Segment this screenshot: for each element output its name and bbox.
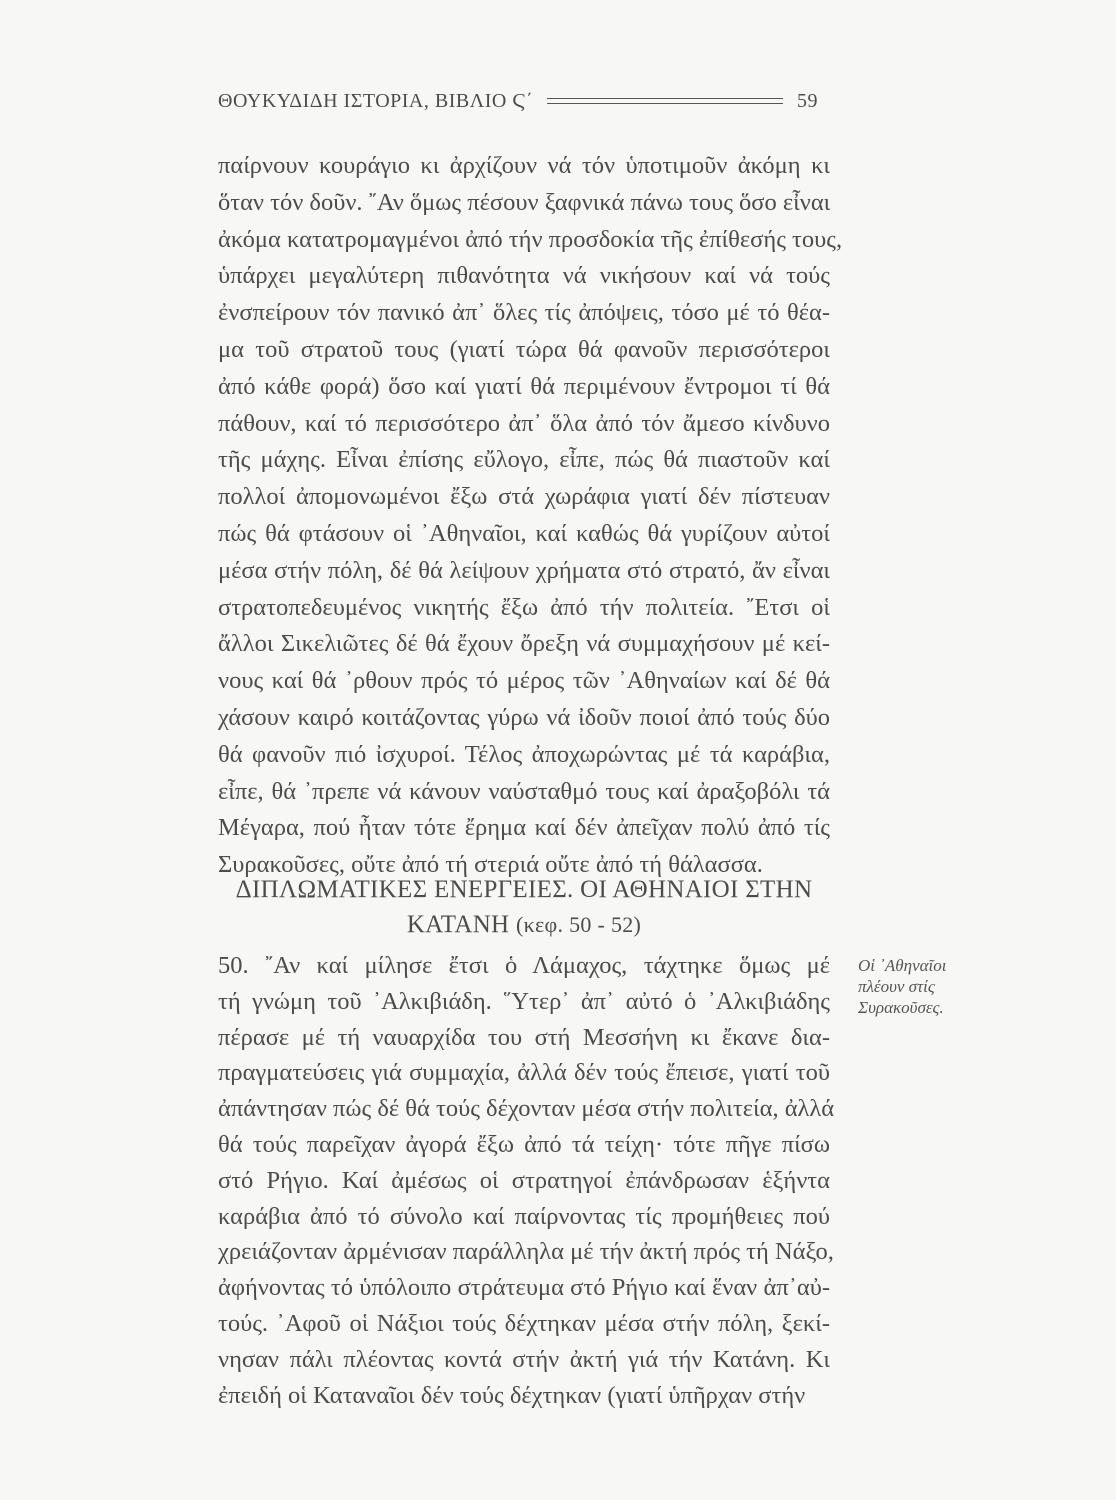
text-line: νησαν πάλι πλέοντας κοντά στήν ἀκτή γιά τήν Κατάνη. Κι: [218, 1345, 830, 1373]
text-line: πώς θά φτάσουν οἱ ᾿Αθηναῖοι, καί καθώς θά γυρίζουν αὐτοί: [218, 519, 830, 547]
text-line: ὅταν τόν δοῦν. ῎Αν ὅμως πέσουν ξαφνικά πάνω τους ὅσο εἶναι: [218, 188, 831, 216]
text-line: νους καί θά ᾿ρθουν πρός τό μέρος τῶν ᾿Αθηναίων καί δέ θά: [218, 667, 830, 695]
text-line: ἐπειδή οἱ Καταναῖοι δέν τούς δέχτηκαν (γιατί ὑπῆρχαν στήν: [218, 1381, 806, 1409]
text-line: ὑπάρχει μεγαλύτερη πιθανότητα νά νικήσουν καί νά τούς: [218, 262, 830, 290]
text-line: πραγματεύσεις γιά συμμαχία, ἀλλά δέν τούς ἔπεισε, γιατί τοῦ: [218, 1059, 830, 1087]
margin-note-line: Οἱ ᾿Αθηναῖοι: [858, 956, 947, 975]
text-line: ἄλλοι Σικελιῶτες δέ θά ἔχουν ὄρεξη νά συμμαχήσουν μέ κεί-: [218, 630, 830, 658]
section-heading-line-1: ΔΙΠΛΩΜΑΤΙΚΕΣ ΕΝΕΡΓΕΙΕΣ. ΟΙ ΑΘΗΝΑΙΟΙ ΣΤΗΝ: [235, 876, 813, 903]
paragraph-2: [218, 948, 835, 1413]
text-line: ἀκόμα κατατρομαγμένοι ἀπό τήν προσδοκία τῆς ἐπίθεσής τους,: [218, 225, 843, 253]
chapter-reference: (κεφ. 50 - 52): [515, 912, 642, 937]
text-line: χρειάζονταν ἀρμένισαν παράλληλα μέ τήν ἀκτή πρός τή Νάξο,: [218, 1238, 834, 1266]
running-head: [218, 86, 818, 116]
paragraph-1: [218, 148, 843, 884]
text-line: πάθουν, καί τό περισσότερο ἀπ᾿ ὅλα ἀπό τόν ἄμεσο κίνδυνο: [218, 409, 830, 437]
text-line: παίρνουν κουράγιο κι ἀρχίζουν νά τόν ὑποτιμοῦν ἀκόμη κι: [218, 152, 830, 179]
section-heading: [218, 872, 830, 942]
section-heading-title: ΚΑΤΑΝΗ: [406, 911, 510, 938]
section-heading-line-2: [218, 907, 830, 942]
margin-note-line: πλέουν στίς: [858, 977, 935, 996]
text-line: Μέγαρα, πού ἦταν τότε ἔρημα καί δέν ἀπεῖχαν πολύ ἀπό τίς: [218, 814, 830, 842]
text-line: στρατοπεδευμένος νικητής ἔξω ἀπό τήν πολιτεία. ῎Ετσι οἱ: [218, 593, 830, 621]
text-line: χάσουν καιρό κοιτάζοντας γύρω νά ἰδοῦν ποιοί ἀπό τούς δύο: [218, 703, 830, 731]
text-line: εἶπε, θά ᾿πρεπε νά κάνουν ναύσταθμό τους καί ἀραξοβόλι τά: [218, 777, 830, 805]
text-line: ἀπό κάθε φορά) ὅσο καί γιατί θά περιμένουν ἔντρομοι τί θά: [218, 372, 830, 400]
text-line: ἐνσπείρουν τόν πανικό ἀπ᾿ ὅλες τίς ἀπόψεις, τόσο μέ τό θέα-: [218, 299, 830, 327]
margin-note-line: Συρακοῦσες.: [858, 998, 944, 1017]
text-line: 50. ῎Αν καί μίλησε ἔτσι ὁ Λάμαχος, τάχτηκε ὅμως μέ: [218, 952, 830, 979]
text-line: θά τούς παρεῖχαν ἀγορά ἔξω ἀπό τά τείχη· τότε πῆγε πίσω: [218, 1130, 830, 1158]
double-rule: [547, 98, 783, 104]
text-line: μέσα στήν πόλη, δέ θά λείψουν χρήματα στό στρατό, ἄν εἶναι: [218, 556, 830, 584]
margin-note: [858, 955, 998, 1018]
text-line: στό Ρήγιο. Καί ἀμέσως οἱ στρατηγοί ἐπάνδρωσαν ἑξήντα: [218, 1166, 830, 1194]
text-line: πέρασε μέ τή ναυαρχίδα του στή Μεσσήνη κι ἔκανε δια-: [218, 1023, 830, 1051]
text-line: τούς. ᾿Αφοῦ οἱ Νάξιοι τούς δέχτηκαν μέσα στήν πόλη, ξεκί-: [218, 1309, 830, 1337]
text-line: πολλοί ἀπομονωμένοι ἔξω στά χωράφια γιατί δέν πίστευαν: [218, 483, 830, 511]
text-line: θά φανοῦν πιό ἰσχυροί. Τέλος ἀποχωρώντας μέ τά καράβια,: [218, 740, 830, 768]
text-line: ἀπάντησαν πώς δέ θά τούς δέχονταν μέσα στήν πολιτεία, ἀλλά: [218, 1095, 835, 1123]
running-head-title: ΘΟΥΚΥΔΙΔΗ ΙΣΤΟΡΙΑ, ΒΙΒΛΙΟ Ϛ΄: [218, 89, 534, 112]
text-line: Συρακοῦσες, οὔτε ἀπό τή στεριά οὔτε ἀπό τή θάλασσα.: [218, 851, 763, 879]
text-line: καράβια ἀπό τό σύνολο καί παίρνοντας τίς προμήθειες πού: [218, 1202, 830, 1230]
text-line: τή γνώμη τοῦ ᾿Αλκιβιάδη. ῞Υτερ᾿ ἀπ᾿ αὐτό ὁ ᾿Αλκιβιάδης: [218, 987, 830, 1015]
text-line: μα τοῦ στρατοῦ τους (γιατί τώρα θά φανοῦν περισσότεροι: [218, 335, 830, 363]
page-number: 59: [797, 89, 818, 112]
text-line: τῆς μάχης. Εἶναι ἐπίσης εὔλογο, εἶπε, πώς θά πιαστοῦν καί: [218, 446, 830, 474]
text-line: ἀφήνοντας τό ὑπόλοιπο στράτευμα στό Ρήγιο καί ἕναν ἀπ᾿αὐ-: [218, 1274, 830, 1302]
